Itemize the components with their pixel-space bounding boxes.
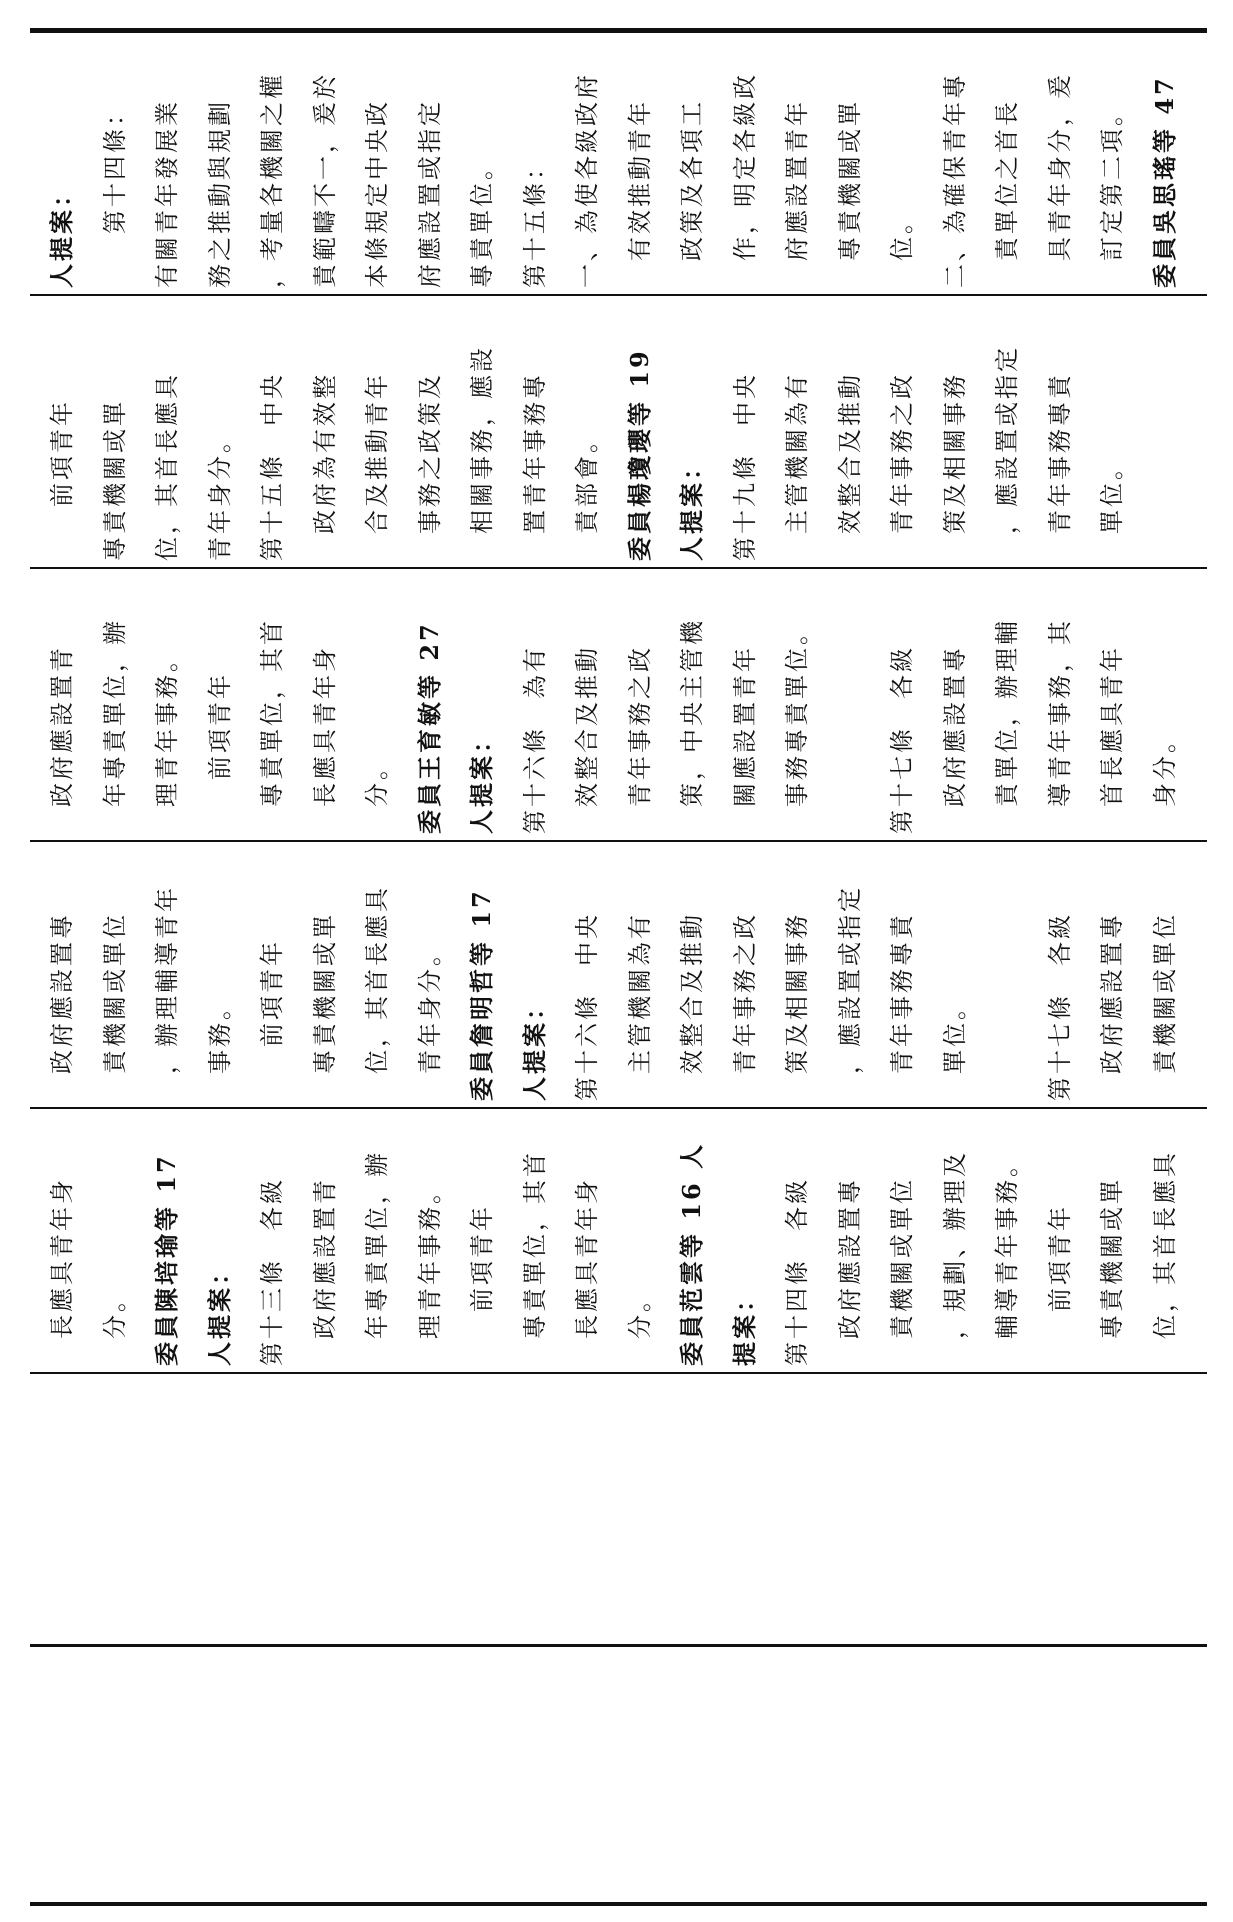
text-line: 青年事務專責	[888, 912, 916, 1101]
text-line: 前項青年	[205, 672, 234, 834]
text-band-3	[38, 571, 1200, 838]
text-line: 前項青年	[48, 399, 76, 561]
band-divider	[30, 1372, 1207, 1374]
text-line: 首長應具青年	[1098, 645, 1126, 834]
text-line: 政府應設置專	[1098, 912, 1126, 1101]
text-line: 責單位之首長	[993, 99, 1021, 288]
text-line: 一、為使各級政府	[573, 72, 601, 288]
text-line: 訂定第二項。	[1098, 99, 1126, 288]
bold-heading-line: 人提案：	[204, 1258, 234, 1366]
text-line: 有關青年發展業	[153, 99, 181, 288]
text-line: 責機關或單位	[1150, 912, 1179, 1101]
text-line: 政府應設置青	[310, 1177, 339, 1366]
text-line: 府應設置或指定	[415, 99, 444, 288]
text-line: 事務。	[205, 993, 234, 1101]
text-line: 年專責單位，辦	[363, 1150, 391, 1366]
text-line: 第十六條 為有	[520, 645, 549, 834]
text-line: 專責單位。	[468, 153, 496, 288]
text-line: 具青年身分，爰	[1045, 72, 1074, 288]
text-line: 青年事務專責	[1045, 372, 1074, 561]
band-divider	[30, 840, 1207, 842]
text-line: 第十七條 各級	[888, 645, 916, 834]
text-line: 年專責單位，辦	[100, 618, 129, 834]
bold-heading-line: 委員楊瓊瓔等 19	[624, 348, 654, 561]
text-line: 本條規定中央政	[363, 99, 391, 288]
text-line: 政府應設置專	[835, 1177, 864, 1366]
text-line: 專責單位，其首	[520, 1150, 549, 1366]
text-line: 第十九條 中央	[730, 372, 759, 561]
text-line: 作，明定各級政	[730, 72, 759, 288]
bold-heading-line: 人提案：	[467, 726, 496, 834]
band-divider	[30, 294, 1207, 296]
text-line: 輔導青年事務。	[993, 1150, 1021, 1366]
band-divider	[30, 567, 1207, 569]
bold-heading-line: 委員范雲等 16 人	[677, 1141, 706, 1366]
text-line: 專責單位，其首	[258, 618, 286, 834]
text-line: 青年事務之政	[888, 372, 916, 561]
text-line: 導青年事務，其	[1045, 618, 1074, 834]
text-line: 效整合及推動	[573, 645, 601, 834]
bold-heading-line: 提案：	[729, 1285, 759, 1366]
text-line: 主管機關為有	[625, 912, 654, 1101]
text-line: 理青年事務。	[153, 645, 181, 834]
text-line: ，應設置或指定	[993, 345, 1021, 561]
text-line: 府應設置青年	[783, 99, 811, 288]
text-line: 第十五條 中央	[258, 372, 286, 561]
text-line: 青年身分。	[415, 939, 444, 1101]
lower-rule	[30, 1644, 1207, 1647]
top-rule	[30, 28, 1207, 33]
text-line: 身分。	[1150, 726, 1179, 834]
text-line: 第十六條 中央	[573, 912, 601, 1101]
text-line: 青年事務之政	[730, 912, 759, 1101]
text-line: 專責機關或單	[310, 912, 339, 1101]
text-line: 二、為確保青年專	[940, 72, 969, 288]
text-line: 主管機關為有	[783, 372, 811, 561]
text-line: 第十四條 各級	[783, 1177, 811, 1366]
bold-heading-line: 委員王育敏等 27	[414, 621, 444, 834]
text-band-4	[38, 844, 1200, 1105]
text-line: 第十四條：	[100, 99, 129, 288]
text-line: 分。	[100, 1285, 129, 1366]
text-line: 第十七條 各級	[1045, 912, 1074, 1101]
text-line: 責機關或單位	[100, 912, 129, 1101]
text-line: 專責機關或單	[100, 399, 129, 561]
text-line: 分。	[625, 1285, 654, 1366]
text-line: 效整合及推動	[835, 372, 864, 561]
text-line: 第十三條 各級	[258, 1177, 286, 1366]
text-band-5	[38, 1111, 1200, 1370]
bold-heading-line: 委員詹明哲等 17	[467, 888, 496, 1101]
text-line	[987, 844, 1027, 1101]
text-line: ，辦理輔導青年	[153, 885, 181, 1101]
text-line: 政策及各項工	[678, 99, 706, 288]
text-line: 前項青年	[258, 939, 286, 1101]
text-line: 分。	[363, 753, 391, 834]
text-line: 有效推動青年	[625, 99, 654, 288]
bottom-rule	[30, 1902, 1207, 1906]
bold-heading-line: 人提案：	[47, 180, 76, 288]
text-line: ，應設置或指定	[835, 885, 864, 1101]
text-line: 策，中央主管機	[678, 618, 706, 834]
text-line: 合及推動青年	[363, 372, 391, 561]
bold-heading-line: 委員陳培瑜等 17	[152, 1153, 181, 1366]
text-line: 政府應設置青	[48, 645, 76, 834]
text-line: 效整合及推動	[678, 912, 706, 1101]
text-line: 相關事務，應設	[468, 345, 496, 561]
text-line: 單位。	[940, 993, 969, 1101]
text-line: 事務專責單位。	[783, 618, 811, 834]
text-line: 前項青年	[1045, 1204, 1074, 1366]
text-line: 政府為有效整	[310, 372, 339, 561]
text-line: 政府應設置專	[940, 645, 969, 834]
text-line: 位。	[888, 207, 916, 288]
text-band-2	[38, 298, 1200, 565]
text-band-1	[38, 36, 1200, 292]
text-line: 務之推動與規劃	[205, 99, 234, 288]
text-line: 位，其首長應具	[1150, 1150, 1179, 1366]
text-line: 策及相關事務	[940, 372, 969, 561]
text-line: 理青年事務。	[415, 1177, 444, 1366]
bold-heading-line: 人提案：	[519, 993, 549, 1101]
text-line: 責機關或單位	[888, 1177, 916, 1366]
text-line: 關應設置青年	[730, 645, 759, 834]
text-line: 位，其首長應具	[363, 885, 391, 1101]
text-line: 事務之政策及	[415, 372, 444, 561]
text-line: 專責機關或單	[1098, 1177, 1126, 1366]
text-line: 責部會。	[573, 426, 601, 561]
text-line: 前項青年	[468, 1204, 496, 1366]
text-line: 長應具青年身	[48, 1177, 76, 1366]
text-line: ，規劃、辦理及	[940, 1150, 969, 1366]
bold-heading-line: 人提案：	[677, 453, 706, 561]
text-line	[830, 571, 870, 834]
text-line: 責單位，辦理輔	[993, 618, 1021, 834]
text-line: 專責機關或單	[835, 99, 864, 288]
text-line: 置青年事務專	[520, 372, 549, 561]
text-line: 單位。	[1098, 453, 1126, 561]
text-line: 長應具青年身	[573, 1177, 601, 1366]
text-line: 長應具青年身	[310, 645, 339, 834]
band-divider	[30, 1107, 1207, 1109]
text-line: 青年事務之政	[625, 645, 654, 834]
text-line: 策及相關事務	[783, 912, 811, 1101]
text-line: 位，其首長應具	[153, 372, 181, 561]
text-line: 第十五條：	[520, 153, 549, 288]
text-line: 青年身分。	[205, 426, 234, 561]
text-line: ，考量各機關之權	[258, 72, 286, 288]
bold-heading-line: 委員吳思瑤等 47	[1149, 75, 1179, 288]
text-line: 責範疇不一，爰於	[310, 72, 339, 288]
text-line: 政府應設置專	[48, 912, 76, 1101]
